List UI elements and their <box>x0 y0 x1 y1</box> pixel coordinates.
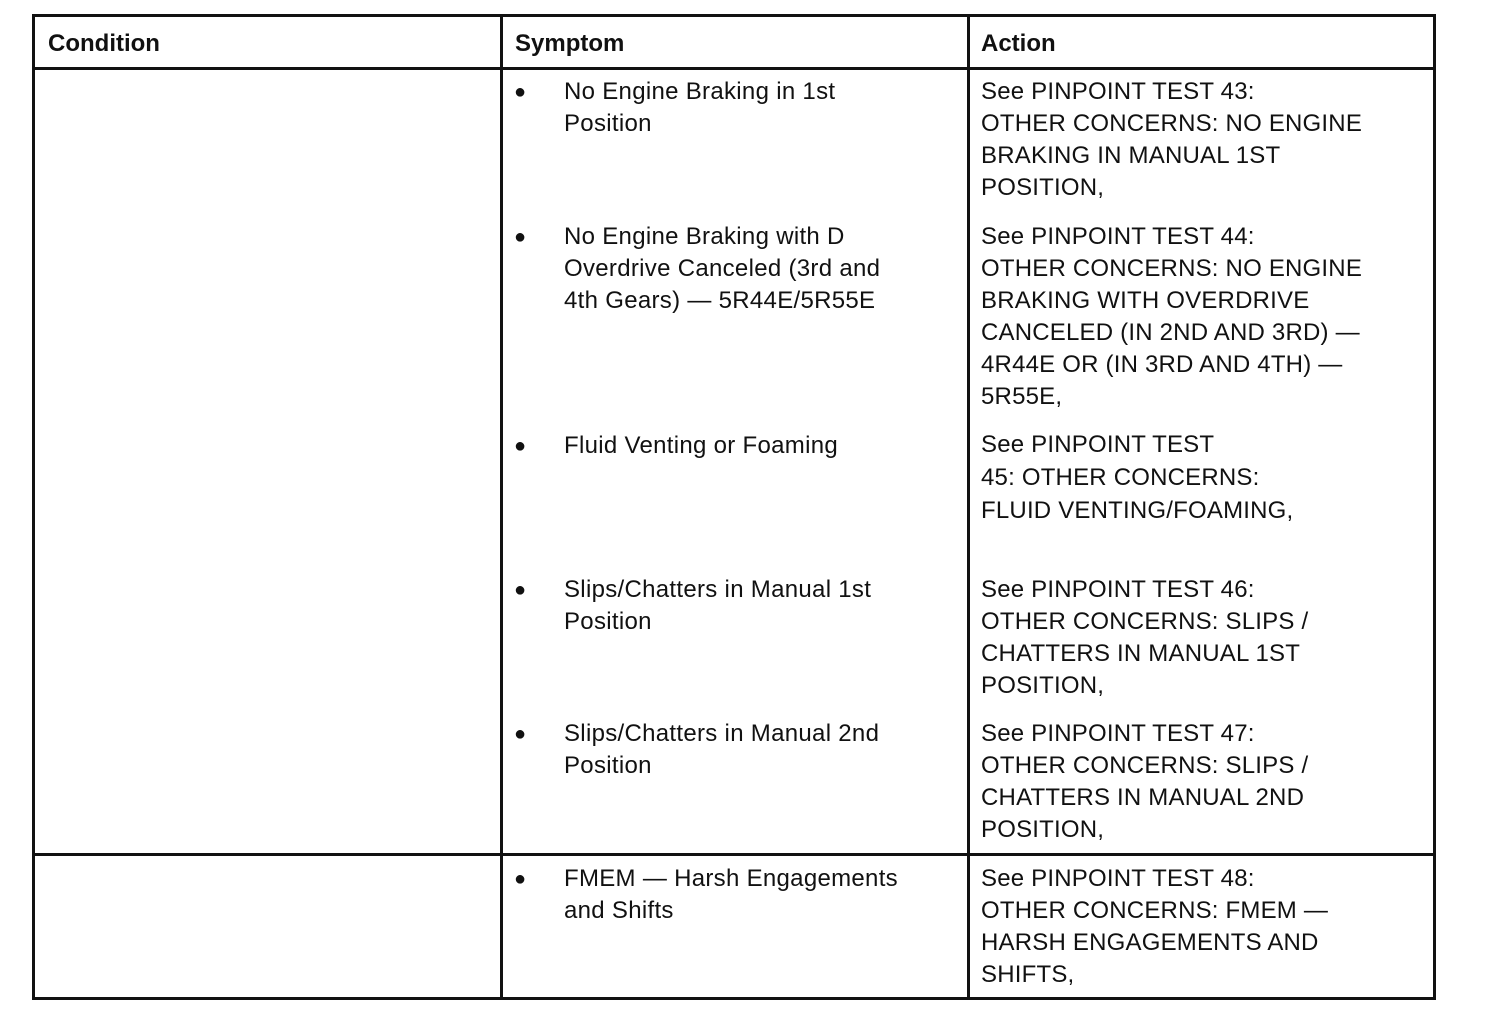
symptom-cell: Slips/Chatters in Manual 2nd Position <box>564 720 880 779</box>
bullet-icon: ● <box>514 226 527 248</box>
bullet-icon: ● <box>514 868 527 890</box>
bullet-icon: ● <box>514 723 527 745</box>
action-cell: See PINPOINT TEST 48: OTHER CONCERNS: FMEM — HARSH ENGAGEMENTS AND SHIFTS, <box>981 865 1329 988</box>
symptom-cell: No Engine Braking in 1st Position <box>564 78 836 137</box>
header-condition: Condition <box>48 30 160 57</box>
action-cell: See PINPOINT TEST 43: OTHER CONCERNS: NO ENGINE BRAKING IN MANUAL 1ST POSITION, <box>981 78 1363 201</box>
bullet-icon: ● <box>514 81 527 103</box>
symptom-cell: Fluid Venting or Foaming <box>564 432 839 459</box>
header-action: Action <box>981 30 1056 57</box>
action-cell: See PINPOINT TEST 47: OTHER CONCERNS: SLIPS / CHATTERS IN MANUAL 2ND POSITION, <box>981 720 1309 843</box>
symptom-cell: FMEM — Harsh Engagements and Shifts <box>564 865 898 924</box>
action-cell: See PINPOINT TEST 45: OTHER CONCERNS: FLUID VENTING/FOAMING, <box>981 431 1294 524</box>
header-symptom: Symptom <box>515 30 625 57</box>
action-cell: See PINPOINT TEST 46: OTHER CONCERNS: SLIPS / CHATTERS IN MANUAL 1ST POSITION, <box>981 576 1309 699</box>
row-divider <box>35 853 1433 856</box>
column-divider <box>967 17 970 997</box>
symptom-cell: No Engine Braking with D Overdrive Canceled (3rd and 4th Gears) — 5R44E/5R55E <box>564 223 881 314</box>
header-divider <box>35 67 1433 70</box>
action-cell: See PINPOINT TEST 44: OTHER CONCERNS: NO ENGINE BRAKING WITH OVERDRIVE CANCELED (IN 2ND AND 3RD) — 4R44E OR (IN 3RD AND 4TH) — 5R55E, <box>981 223 1363 410</box>
symptom-cell: Slips/Chatters in Manual 1st Position <box>564 576 872 635</box>
column-divider <box>500 17 503 997</box>
bullet-icon: ● <box>514 435 527 457</box>
bullet-icon: ● <box>514 579 527 601</box>
